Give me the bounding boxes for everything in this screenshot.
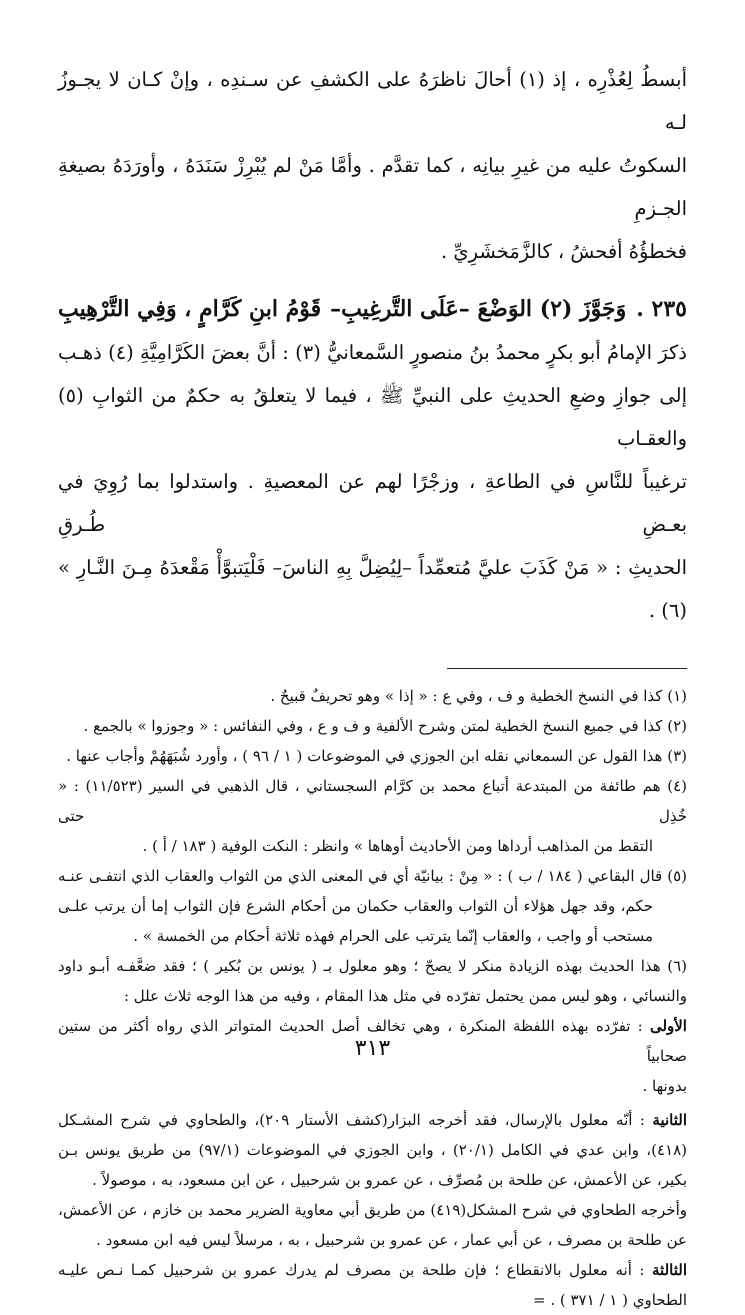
- body-line-4: الحديثِ : « مَنْ كَذَبَ عليَّ مُتعمِّداً –لِيُضِلَّ بِهِ الناسَ– فَلْيَتبوَّأْ مَقْعدَهُ مِـنَ النَّـارِ » (٦) .: [58, 556, 687, 622]
- body-line-3: ترغيباً للنَّاسِ في الطاعةِ ، وزجْرًا لهم عن المعصيةِ . واستدلوا بما رُوِيَ في بعـضِ طُـرقِ: [58, 470, 687, 536]
- footnote-6-second-line-3: بكير، عن الأعمش، عن طلحة بن مُصرِّف ، عن عمرو بن شرحبيل ، عن ابن مسعود، به ، موصولاً .: [92, 1171, 687, 1189]
- second-text: : أنّه معلول بالإرسال، فقد أخرجه البزار(كشف الأستار ٢٠٩)، والطحاوي في شرح المشـكل: [58, 1111, 645, 1129]
- third-text: : أنه معلول بالانقطاع ؛ فإن طلحة بن مصرف لم يدرك عمرو بن شرحبيل كمـا نـص عليـه: [58, 1261, 645, 1279]
- footnote-5-line-2: حكم، وقد جهل هؤلاء أن الثواب والعقاب حكمان من أحكام الشرع فإن الثواب إما أن يرتب علـى: [58, 897, 653, 915]
- footnote-6-second-line-4: وأخرجه الطحاوي في شرح المشكل(٤١٩) من طريق أبي معاوية الضرير محمد بن خازم ، عن الأعمش،: [58, 1201, 687, 1219]
- footnote-6-second-reason: [58, 1105, 687, 1135]
- footnote-2: (٢) كذا في جميع النسخ الخطية لمتن وشرح الألفية و ف و ع ، وفي النفائس : « وجوزوا » بالجمع .: [83, 717, 687, 735]
- verse-first-hemistich: وَجَوَّزَ (٢) الوَضْعَ –عَلَى التَّرغِيبِ–: [330, 296, 627, 322]
- body-line-1: ذكرَ الإمامُ أبو بكرٍ محمدُ بنُ منصورٍ السَّمعانيُّ (٣) : أنَّ بعضَ الكَرَّامِيَّةِ (٤) ذهـب: [58, 341, 687, 364]
- verse-second-hemistich: قَوْمُ ابنِ كَرَّامٍ ، وَفِي التَّرْهِيبِ: [58, 296, 322, 322]
- intro-line-3: فخطؤُهُ أفحشُ ، كالزَّمَخشَرِيِّ .: [440, 240, 687, 263]
- second-label: الثانية: [652, 1111, 687, 1129]
- footnote-4-line-2: التقط من المذاهب أرداها ومن الأحاديث أوهاها » وانظر : النكت الوفية ( ١٨٣ / أ ) .: [142, 837, 653, 855]
- third-label: الثالثة: [652, 1261, 687, 1279]
- intro-line-1: أبسطُ لِعُذْرِه ، إذ (١) أحالَ ناظرَهُ على الكشفِ عن سـندِه ، وإنْ كـان لا يجـوزُ لـه: [58, 68, 688, 134]
- main-text: [58, 58, 687, 632]
- footnote-6-third-line-2: الطحاوي ( ١ / ٣٧١ ) . =: [533, 1291, 687, 1309]
- first-label: الأولى: [649, 1017, 687, 1035]
- footnote-6-line-2: والنسائي ، وهو ليس ممن يحتمل تفرّده في مثل هذا المقام ، وفيه من هذا الوجه ثلاث علل :: [123, 987, 687, 1005]
- footnote-6-second-line-5: عن طلحة بن مصرف ، عن أبي عمار ، عن عمرو بن شرحبيل ، به ، مرسلاً ليس فيه ابن مسعود .: [96, 1231, 687, 1249]
- footnote-divider: [447, 668, 687, 669]
- footnote-4-line-1: (٤) هم طائفة من المبتدعة أتباع محمد بن كرَّام السجستاني ، قال الذهبي في السير (١١/٥٢٣) : « خُذِل حتى: [58, 777, 687, 825]
- footnote-3: (٣) هذا القول عن السمعاني نقله ابن الجوزي في الموضوعات ( ١ / ٩٦ ) ، وأورد شُبَهَهُمْ وأجاب عنها .: [66, 747, 687, 765]
- body-line-2: إلى جوازِ وضعِ الحديثِ على النبيِّ ﷺ ، فيما لا يتعلقُ به حكمٌ من الثوابِ (٥) والعقـاب: [58, 384, 687, 450]
- first-text: : تفرّده بهذه اللفظة المنكرة ، وهي تخالف أصل الحديث المتواتر الذي رواه أكثر من ستين صحابياً: [58, 1017, 687, 1065]
- verse-number: ٢٣٥ .: [636, 296, 687, 322]
- footnote-5-line-3: مستحب أو واجب ، والعقاب إنّما يترتب على الحرام فهذه ثلاثة أحكام من الخمسة » .: [133, 927, 653, 945]
- footnote-6-line-1: (٦) هذا الحديث بهذه الزيادة منكر لا يصحّ ؛ وهو معلول بـ ( يونس بن بُكير ) ؛ فقد ضعَّفـه أبـو داود: [58, 957, 687, 975]
- verse-heading: [58, 287, 687, 331]
- footnote-6-first-end: بدونها .: [642, 1077, 687, 1095]
- footnote-6-third-reason: [58, 1255, 687, 1285]
- footnotes: [58, 681, 687, 1315]
- footnote-5-line-1: (٥) قال البقاعي ( ١٨٤ / ب ) : « مِنْ : بيانيّة أي في المعنى الذي من الثواب والعقاب الذي انتفـى عنـه: [58, 867, 687, 885]
- page-number: ٣١٣: [354, 1036, 391, 1061]
- footnote-1: (١) كذا في النسخ الخطية و ف ، وفي ع : « إذا » وهو تحريفٌ قبيحٌ .: [270, 687, 687, 705]
- intro-line-2: السكوتُ عليه من غيرِ بيانِه ، كما تقدَّم . وأمَّا مَنْ لم يُبْرِزْ سَنَدَهُ ، وأورَدَهُ بصيغةِ الجـزمِ: [58, 154, 687, 220]
- footnote-6-second-line-2: (٤١٨)، وابن عدي في الكامل (٢٠/١) ، وابن الجوزي في الموضوعات (٩٧/١) من طريق يونس بـن: [58, 1141, 687, 1159]
